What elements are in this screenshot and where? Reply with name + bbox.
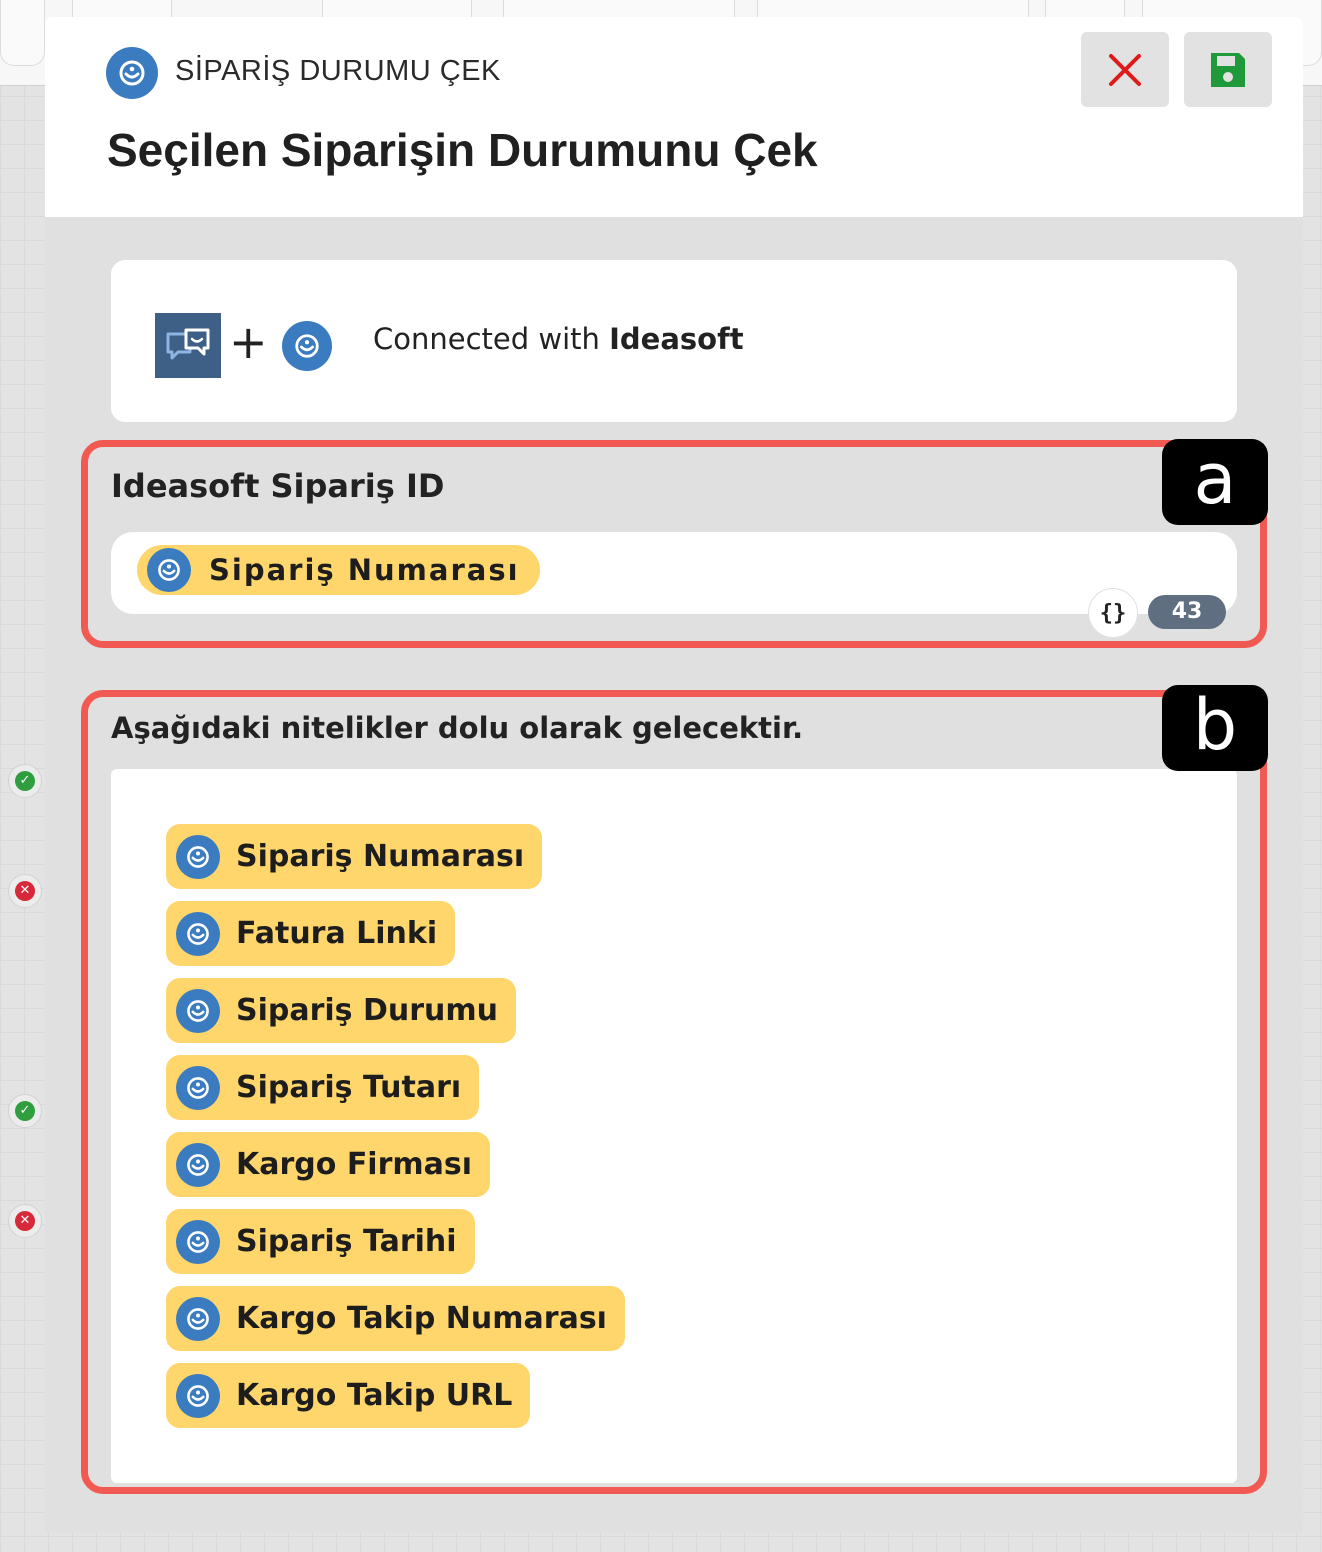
action-modal [45,17,1303,1533]
modal-subtitle: SİPARİŞ DURUMU ÇEK [175,55,501,87]
list-item [166,978,625,1055]
modal-header [45,17,1303,217]
background-error-node: ✕ [8,874,42,908]
list-item [166,1132,625,1209]
background-error-node: ✕ [8,1204,42,1238]
variable-chip[interactable] [137,545,540,595]
list-item [166,1209,625,1286]
variable-chip-label: Sipariş Numarası [209,553,520,587]
background-success-node: ✓ [8,1094,42,1128]
ideasoft-logo-icon [106,47,158,99]
list-item [166,901,625,978]
attribute-chip[interactable] [166,1132,490,1197]
code-braces-icon[interactable]: {} [1088,588,1138,638]
ideasoft-logo-icon [147,548,191,592]
field-label: Ideasoft Sipariş ID [111,467,445,505]
ideasoft-logo-icon [176,912,220,956]
attribute-chip[interactable] [166,901,455,966]
list-item [166,1286,625,1363]
attributes-list [111,769,1237,1483]
attribute-chip[interactable] [166,1055,479,1120]
attribute-chip[interactable] [166,1363,530,1428]
attribute-chip[interactable] [166,978,516,1043]
save-icon [1208,50,1248,90]
attribute-chip-label: Kargo Firması [236,1147,473,1182]
attribute-chip-label: Sipariş Tutarı [236,1070,462,1105]
close-button[interactable] [1081,32,1169,107]
connection-text [373,322,744,356]
order-id-field[interactable] [111,532,1237,614]
ideasoft-logo-icon [176,1297,220,1341]
save-button[interactable] [1184,32,1272,107]
close-icon [1107,52,1143,88]
attribute-chip[interactable] [166,1286,625,1351]
chat-logo-icon [155,313,221,378]
attribute-chip-label: Kargo Takip URL [236,1378,513,1413]
list-item [166,1055,625,1132]
ideasoft-logo-icon [176,1220,220,1264]
list-item [166,824,625,901]
background-success-node: ✓ [8,764,42,798]
attribute-chips [166,824,625,1440]
attribute-chip-label: Sipariş Numarası [236,839,525,874]
annotation-badge-b: b [1162,685,1268,771]
ideasoft-logo-icon [282,321,332,371]
attribute-chip-label: Fatura Linki [236,916,438,951]
attribute-chip-label: Sipariş Tarihi [236,1224,457,1259]
ideasoft-logo-icon [176,989,220,1033]
attribute-chip-label: Kargo Takip Numarası [236,1301,607,1336]
background-tab [0,0,45,66]
list-item [166,1363,625,1440]
ideasoft-logo-icon [176,1143,220,1187]
connection-prefix: Connected with [373,322,610,356]
ideasoft-logo-icon [176,835,220,879]
attribute-chip[interactable] [166,824,542,889]
connection-card [111,260,1237,422]
annotation-badge-a: a [1162,439,1268,525]
attributes-label: Aşağıdaki nitelikler dolu olarak gelecektir. [111,711,804,745]
connection-service: Ideasoft [609,322,744,356]
attribute-chip-label: Sipariş Durumu [236,993,499,1028]
ideasoft-logo-icon [176,1066,220,1110]
ideasoft-logo-icon [176,1374,220,1418]
plus-icon: + [229,315,268,369]
character-count-badge: 43 [1148,595,1226,629]
attribute-chip[interactable] [166,1209,475,1274]
modal-title: Seçilen Siparişin Durumunu Çek [107,124,818,176]
